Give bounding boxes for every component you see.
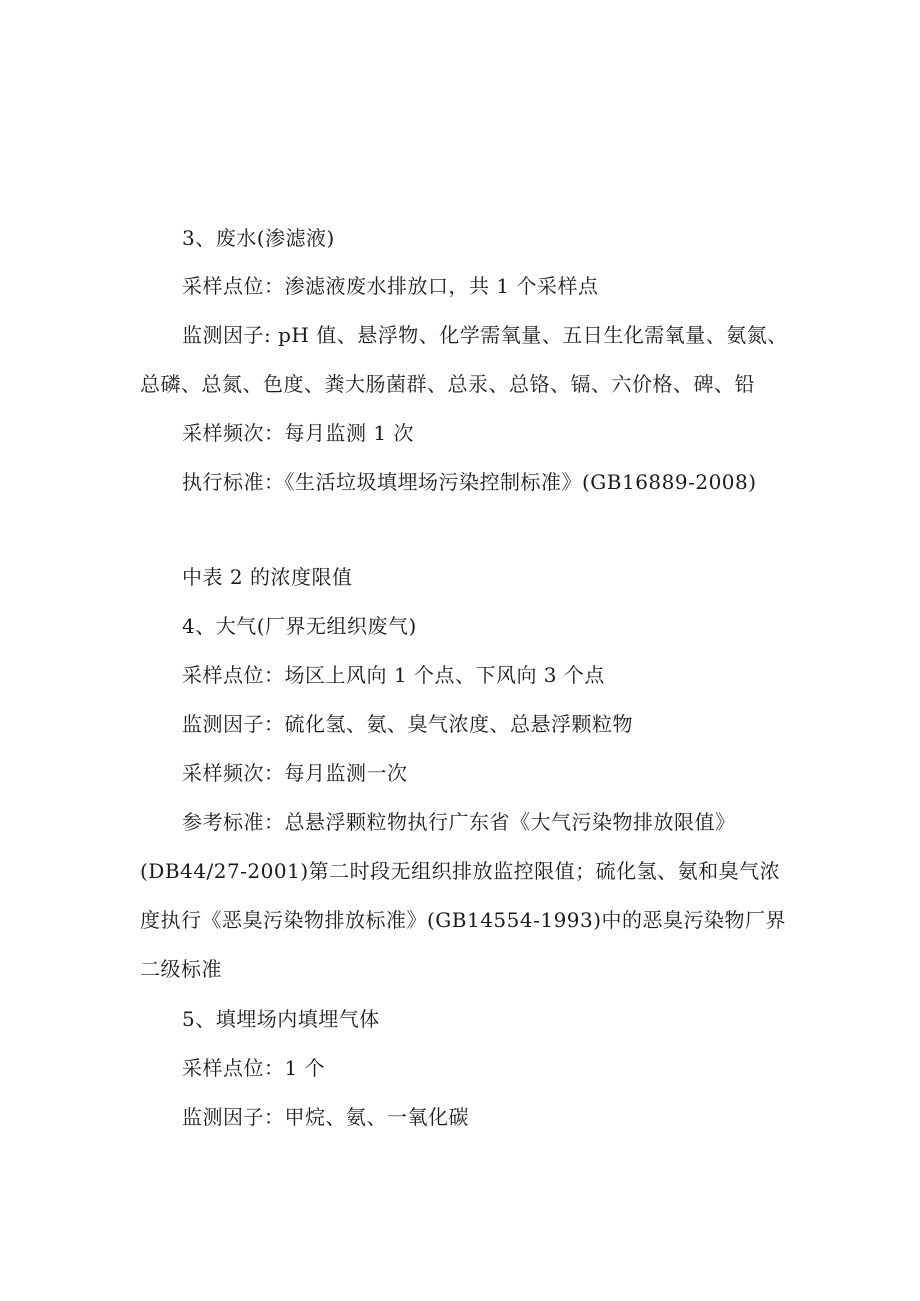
sampling-point-air: 采样点位：场区上风向 1 个点、下风向 3 个点	[182, 663, 605, 687]
standard-air-line4: 二级标准	[140, 957, 222, 981]
monitoring-factors-wastewater-line2: 总磷、总氮、色度、粪大肠菌群、总汞、总铬、镉、六价格、碑、铅	[140, 372, 755, 396]
standard-wastewater-continued: 中表 2 的浓度限值	[182, 565, 353, 589]
monitoring-factors-wastewater-line1: 监测因子: pH 值、悬浮物、化学需氧量、五日生化需氧量、氨氮、	[182, 323, 788, 347]
standard-air-line2: (DB44/27-2001)第二时段无组织排放监控限值；硫化氢、氨和臭气浓	[140, 859, 781, 883]
sampling-point-landfill-gas: 采样点位：1 个	[182, 1056, 326, 1080]
standard-air-line3: 度执行《恶臭污染物排放标准》(GB14554-1993)中的恶臭污染物厂界	[140, 908, 787, 932]
monitoring-factors-landfill-gas: 监测因子：甲烷、氨、一氧化碳	[182, 1105, 469, 1129]
sampling-frequency-air: 采样频次：每月监测一次	[182, 761, 408, 785]
section-heading-air: 4、大气(厂界无组织废气)	[182, 614, 417, 638]
sampling-point-wastewater: 采样点位：渗滤液废水排放口，共 1 个采样点	[182, 274, 599, 298]
standard-wastewater: 执行标准：《生活垃圾填埋场污染控制标准》(GB16889-2008)	[182, 470, 757, 494]
monitoring-factors-air: 监测因子：硫化氢、氨、臭气浓度、总悬浮颗粒物	[182, 712, 633, 736]
section-heading-wastewater: 3、废水(渗滤液)	[182, 226, 335, 250]
standard-air-line1: 参考标准：总悬浮颗粒物执行广东省《大气污染物排放限值》	[182, 810, 736, 834]
section-heading-landfill-gas: 5、填埋场内填埋气体	[182, 1007, 380, 1031]
sampling-frequency-wastewater: 采样频次：每月监测 1 次	[182, 421, 414, 445]
